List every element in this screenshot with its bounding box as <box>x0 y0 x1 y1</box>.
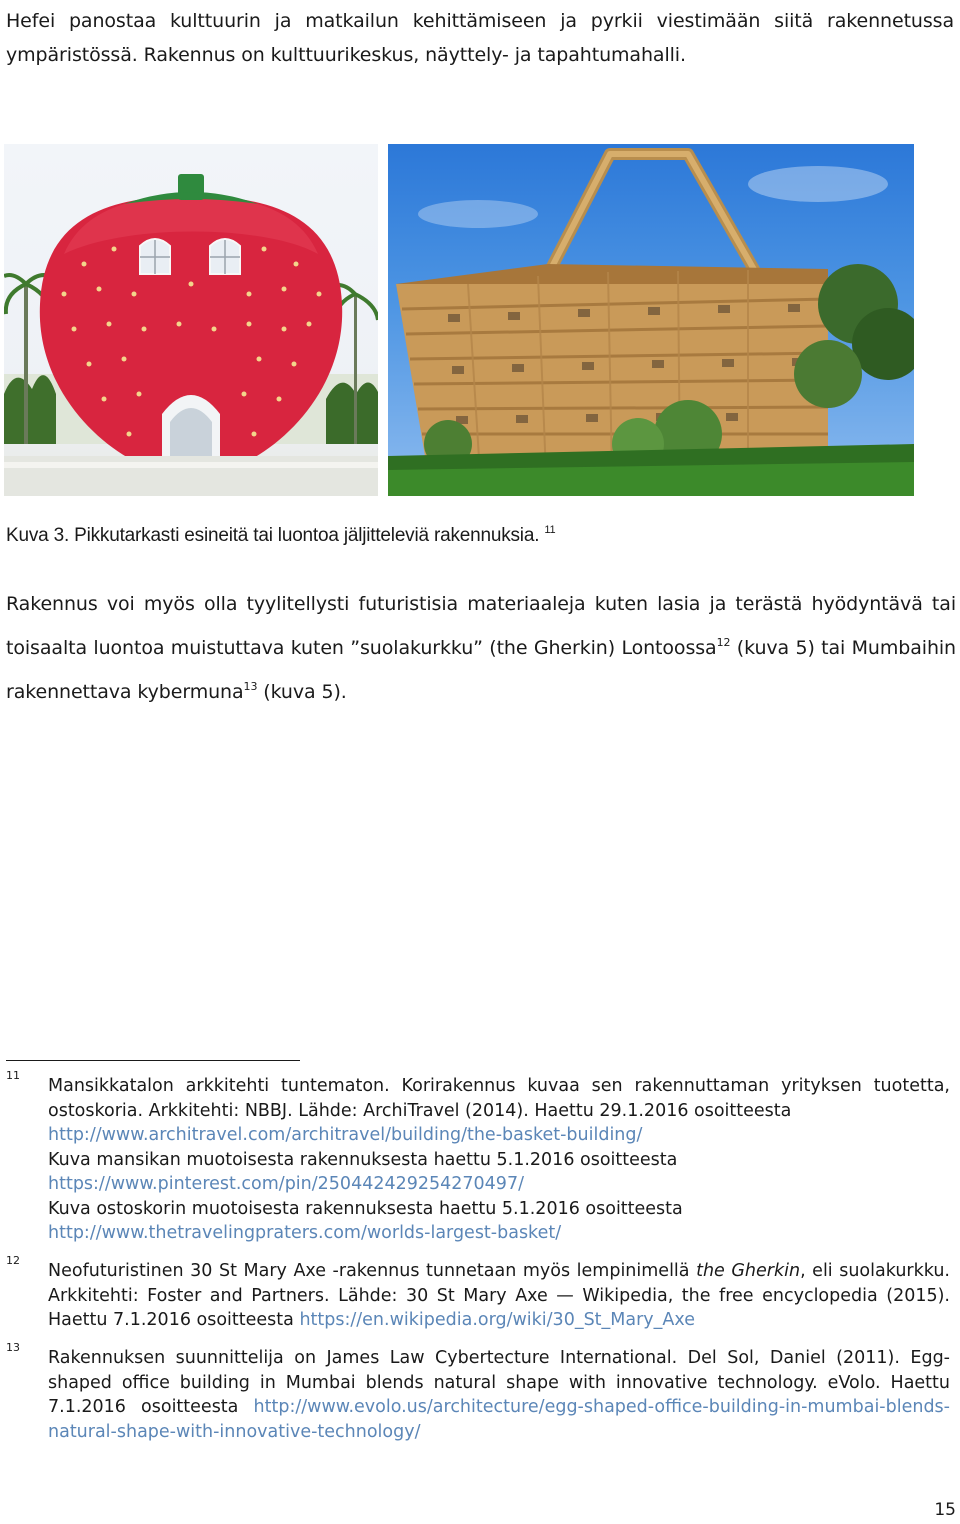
body-text-part1: Rakennus voi myös olla tyylitellysti futuristisia materiaaleja kuten lasia ja terästä hyödyntävä tai toisaalta luontoa muistuttava kuten ”suolakurkku” (the Gherkin) Lontoossa <box>6 593 956 659</box>
footnote-13 <box>6 1341 950 1444</box>
footnote-12 <box>6 1254 950 1333</box>
footnote-ref-13[interactable]: 13 <box>243 680 258 693</box>
footnote-link-architravel[interactable]: http://www.architravel.com/architravel/building/the-basket-building/ <box>48 1125 643 1145</box>
strawberry-building-illustration <box>4 144 378 496</box>
footnote-link-wikipedia[interactable]: https://en.wikipedia.org/wiki/30_St_Mary_Axe <box>299 1310 695 1330</box>
body-paragraph <box>6 582 956 714</box>
intro-paragraph: Hefei panostaa kulttuurin ja matkailun kehittämiseen ja pyrkii viestimään siitä rakennetussa ympäristössä. Rakennus on kulttuurikeskus, näyttely- ja tapahtumahalli. <box>6 10 954 66</box>
footnote-number: 13 <box>6 1341 20 1354</box>
strawberry-building-photo <box>4 144 378 496</box>
figure-images <box>4 144 914 496</box>
footnote-text-before: Neofuturistinen 30 St Mary Axe -rakennus tunnetaan myös lempinimellä <box>48 1261 697 1281</box>
basket-building-photo <box>388 144 914 496</box>
footnote-number: 11 <box>6 1069 20 1082</box>
footnote-text <box>48 1259 950 1333</box>
footnote-text-after: , eli suolakurkku. Arkkitehti: Foster and Partners. Lähde: 30 St Mary Axe — Wikipedia, the free encyclopedia (2015). Haettu 7.1.2016 osoitteesta <box>48 1261 950 1330</box>
footnote-separator <box>6 1060 300 1061</box>
footnote-text-body: Rakennuksen suunnittelija on James Law Cybertecture International. Del Sol, Daniel (2011). Egg-shaped office building in Mumbai blends natural shape with innovative technology. eVolo. Haettu 7.1.2016 osoitteesta <box>48 1348 950 1417</box>
footnote-11 <box>6 1069 950 1246</box>
footnote-number: 12 <box>6 1254 20 1267</box>
caption-footnote-ref[interactable]: 11 <box>544 524 556 536</box>
caption-text: Kuva 3. Pikkutarkasti esineitä tai luontoa jäljitteleviä rakennuksia. <box>6 525 540 546</box>
figure-caption <box>6 524 555 548</box>
footnote-link-evolo[interactable]: http://www.evolo.us/architecture/egg-shaped-office-building-in-mumbai-blends-natural-shape-with-innovative-technology/ <box>48 1397 950 1442</box>
footnote-text-line: Kuva mansikan muotoisesta rakennuksesta haettu 5.1.2016 osoitteesta <box>48 1149 678 1170</box>
footnote-text-line: Kuva ostoskorin muotoisesta rakennuksesta haettu 5.1.2016 osoitteesta <box>48 1198 683 1219</box>
body-text-part2: (kuva 5) tai Mumbaihin rakennettava kybermuna <box>6 637 957 703</box>
footnote-text-line: Mansikkatalon arkkitehti tuntematon. Korirakennus kuvaa sen rakennuttaman yrityksen tuotetta, ostoskoria. Arkkitehti: NBBJ. Lähde: ArchiTravel (2014). Haettu 29.1.2016 osoitteesta <box>48 1076 950 1121</box>
footnote-link-travelingpraters[interactable]: http://www.thetravelingpraters.com/worlds-largest-basket/ <box>48 1223 562 1243</box>
footnote-link-pinterest[interactable]: https://www.pinterest.com/pin/250442429254270497/ <box>48 1174 524 1194</box>
page-number: 15 <box>934 1500 956 1520</box>
footnote-text <box>48 1074 950 1246</box>
body-text-part3: (kuva 5). <box>257 681 347 703</box>
footnote-italic-term: the Gherkin <box>696 1261 801 1281</box>
basket-building-illustration <box>388 144 914 496</box>
footnote-ref-12[interactable]: 12 <box>716 636 731 649</box>
footnote-text <box>48 1346 950 1444</box>
